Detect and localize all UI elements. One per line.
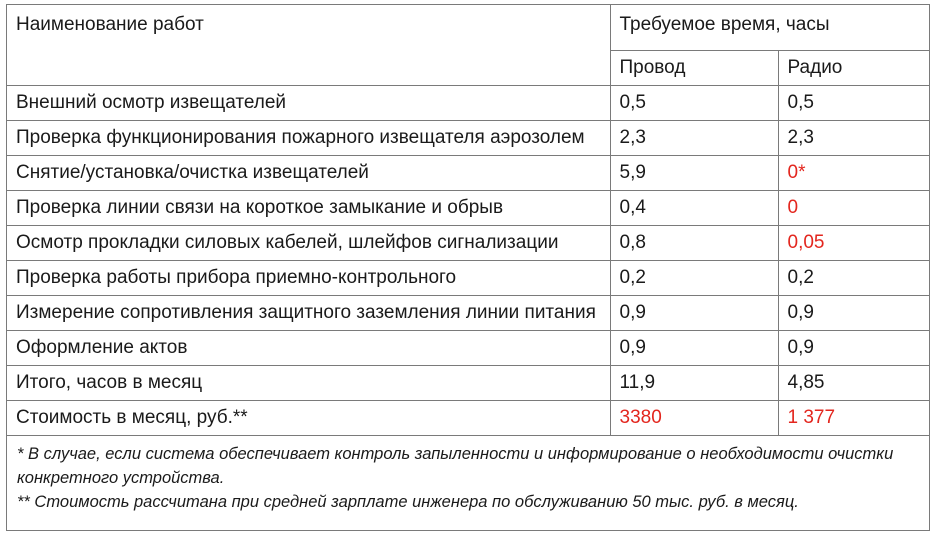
work-name: Внешний осмотр извещателей (7, 86, 610, 121)
work-name: Итого, часов в месяц (7, 366, 610, 401)
table-row (7, 191, 930, 226)
footnote-1: * В случае, если система обеспечивает контроль запыленности и информирование о необходимости очистки конкретного устройства. (17, 445, 894, 487)
work-name: Проверка линии связи на короткое замыкание и обрыв (7, 191, 610, 226)
monthly-cost-row (7, 401, 930, 436)
work-name: Проверка функционирования пожарного извещателя аэрозолем (7, 121, 610, 156)
radio-hours: 0,9 (778, 331, 930, 366)
work-name: Измерение сопротивления защитного заземления линии питания (7, 296, 610, 331)
table-row (7, 156, 930, 191)
table-row (7, 296, 930, 331)
table-row (7, 331, 930, 366)
header-required-time: Требуемое время, часы (610, 5, 930, 51)
wire-hours: 2,3 (610, 121, 778, 156)
cost-comparison-table-panel (6, 4, 930, 531)
table-row (7, 86, 930, 121)
work-name: Оформление актов (7, 331, 610, 366)
footnote-2: ** Стоимость рассчитана при средней зарплате инженера по обслуживанию 50 тыс. руб. в месяц. (17, 493, 799, 511)
wire-hours: 0,9 (610, 331, 778, 366)
footnotes (7, 436, 929, 514)
table-row (7, 121, 930, 156)
wire-hours: 0,8 (610, 226, 778, 261)
radio-hours: 4,85 (778, 366, 930, 401)
total-hours-row (7, 366, 930, 401)
work-name: Снятие/установка/очистка извещателей (7, 156, 610, 191)
header-wire: Провод (610, 51, 778, 86)
header-row (7, 5, 930, 51)
wire-hours: 0,5 (610, 86, 778, 121)
radio-hours: 0,2 (778, 261, 930, 296)
wire-hours: 5,9 (610, 156, 778, 191)
radio-hours: 0 (778, 191, 930, 226)
table-row (7, 261, 930, 296)
work-name: Проверка работы прибора приемно-контрольного (7, 261, 610, 296)
radio-hours: 0,05 (778, 226, 930, 261)
radio-hours: 0,9 (778, 296, 930, 331)
header-works-name: Наименование работ (7, 5, 610, 86)
work-name: Осмотр прокладки силовых кабелей, шлейфов сигнализации (7, 226, 610, 261)
radio-hours: 0,5 (778, 86, 930, 121)
wire-hours: 11,9 (610, 366, 778, 401)
header-radio: Радио (778, 51, 930, 86)
wire-hours: 0,4 (610, 191, 778, 226)
radio-cost: 1 377 (778, 401, 930, 436)
radio-hours: 0* (778, 156, 930, 191)
work-name: Стоимость в месяц, руб.** (7, 401, 610, 436)
works-table (7, 5, 930, 436)
table-row (7, 226, 930, 261)
wire-cost: 3380 (610, 401, 778, 436)
radio-hours: 2,3 (778, 121, 930, 156)
wire-hours: 0,2 (610, 261, 778, 296)
wire-hours: 0,9 (610, 296, 778, 331)
